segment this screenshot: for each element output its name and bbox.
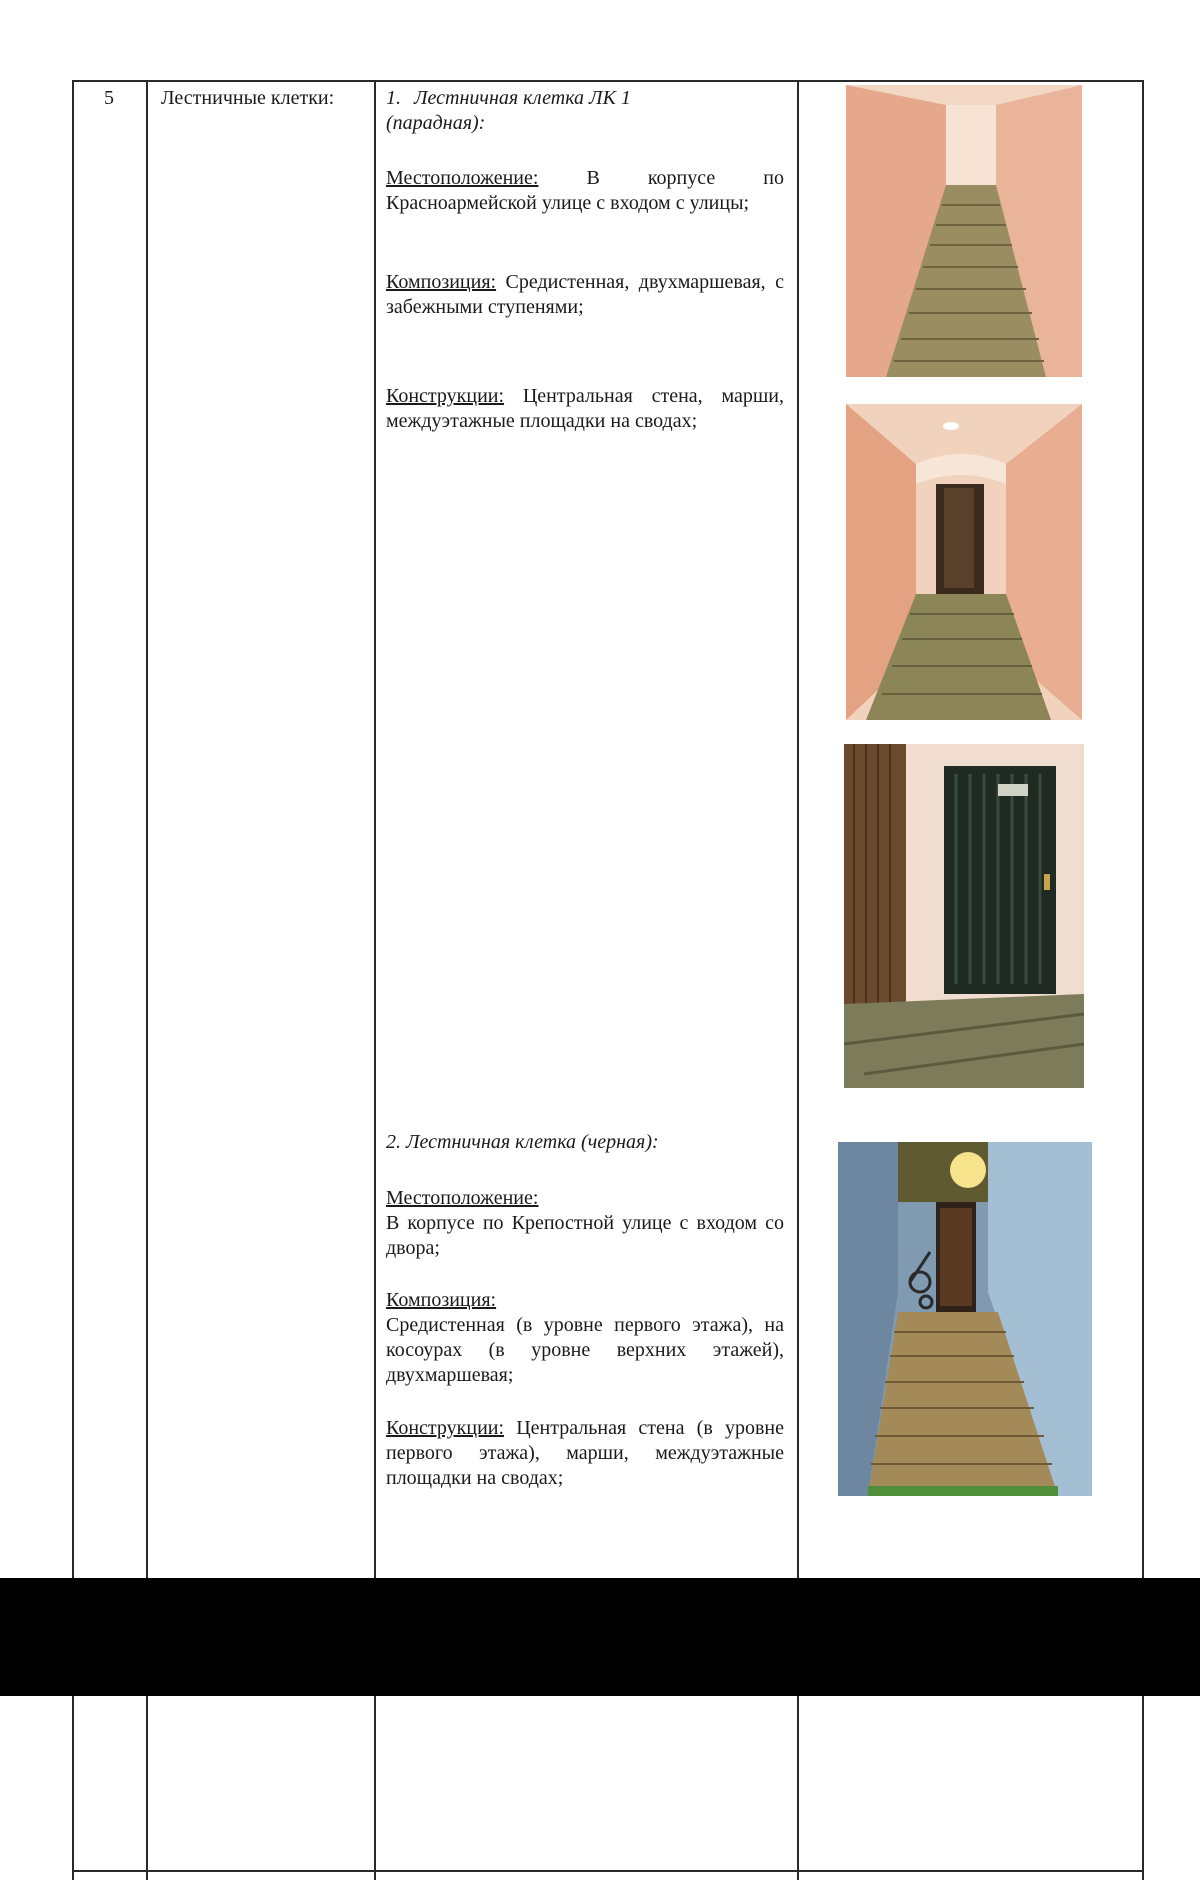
stair2-heading <box>386 1130 784 1155</box>
stair2-constructions-label: Конструкции: <box>386 1417 505 1439</box>
photo-staircase-2 <box>846 404 1082 720</box>
stair1-heading-title: Лестничная клетка ЛК 1 <box>414 87 631 109</box>
stair2-composition-label: Композиция: <box>386 1289 497 1311</box>
stair2-location-label: Местоположение: <box>386 1187 539 1209</box>
stair1-constructions-label: Конструкции: <box>386 385 505 407</box>
stair1-composition-label: Композиция: <box>386 271 497 293</box>
photo-staircase-1 <box>846 85 1082 377</box>
stair2-constructions <box>386 1416 784 1491</box>
stair2-composition-text: Средистенная (в уровне первого этажа), на косоурах (в уровне верхних этажей), двухмаршевая; <box>386 1314 784 1386</box>
table-border-bottom <box>72 1870 1142 1872</box>
photo-entrance-door <box>844 744 1084 1088</box>
stair2-composition <box>386 1288 784 1388</box>
stair2-constructions-text: Центральная стена (в уровне первого этажа), марши, междуэтажные площадки на сводах; <box>386 1417 784 1489</box>
stair1-composition <box>386 270 784 320</box>
scan-bottom-edge <box>0 1578 1200 1696</box>
stair2-heading-text: 2. Лестничная клетка (черная): <box>386 1131 659 1153</box>
photo-back-staircase <box>838 1142 1092 1496</box>
stair2-location <box>386 1186 784 1261</box>
stair1-composition-text: Средистенная, двухмаршевая, с забежными ступенями; <box>386 271 784 318</box>
section-label: Лестничные клетки: <box>161 87 335 109</box>
stair1-location <box>386 166 784 216</box>
stair1-constructions-text: Центральная стена, марши, междуэтажные площадки на сводах; <box>386 385 784 432</box>
table-border-top <box>72 80 1142 82</box>
stair1-location-text: В корпусе по Красноармейской улице с входом с улицы; <box>386 167 784 214</box>
stair1-heading-number: 1. <box>386 87 401 109</box>
stair1-constructions <box>386 384 784 434</box>
stair1-heading-sub: (парадная): <box>386 112 486 134</box>
stair1-heading <box>386 86 784 136</box>
stair2-location-text: В корпусе по Крепостной улице с входом со двора; <box>386 1212 784 1259</box>
row-number: 5 <box>104 87 114 109</box>
stair1-location-label: Местоположение: <box>386 167 539 189</box>
